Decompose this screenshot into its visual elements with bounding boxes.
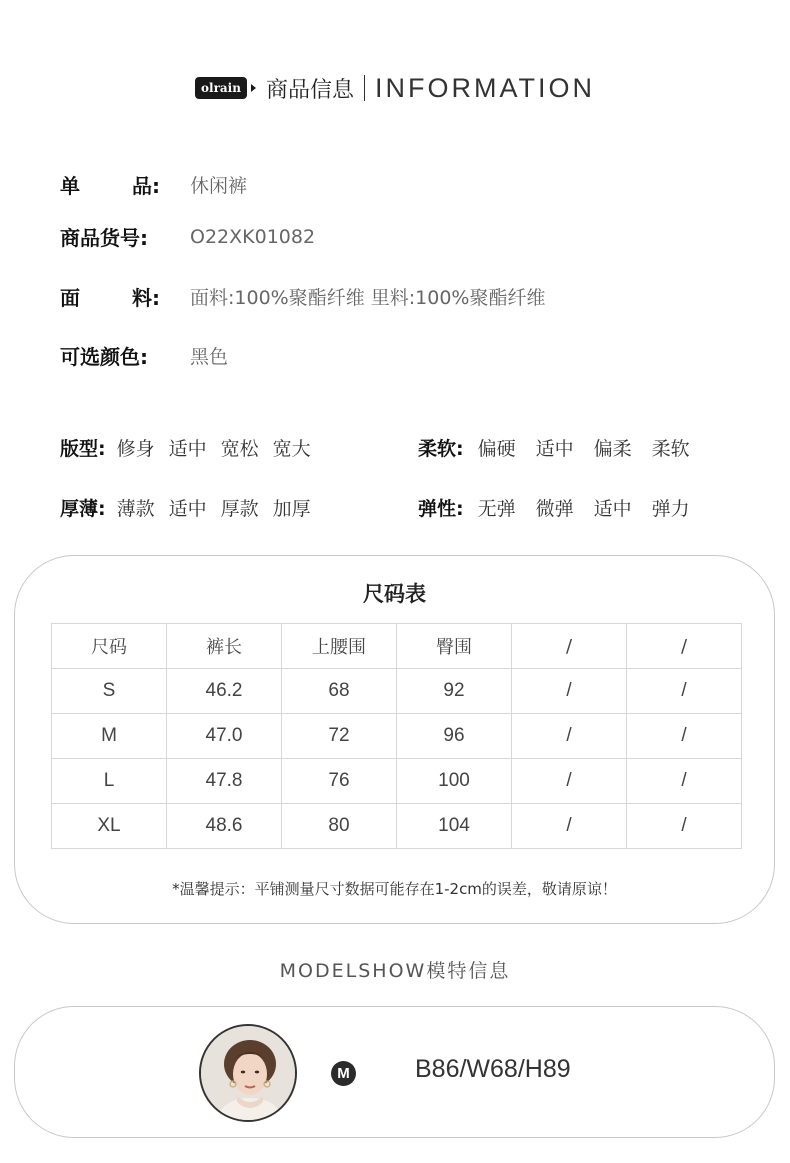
table-cell: 92 bbox=[397, 669, 512, 714]
table-row bbox=[52, 804, 742, 849]
table-row bbox=[52, 759, 742, 804]
info-value-fabric: 面料:100%聚酯纤维 里料:100%聚酯纤维 bbox=[190, 287, 546, 309]
table-cell: 68 bbox=[282, 669, 397, 714]
attr-option: 偏柔 bbox=[593, 438, 632, 460]
info-row-sku bbox=[60, 222, 315, 251]
attr-option: 薄款 bbox=[116, 498, 155, 520]
size-table bbox=[51, 623, 742, 849]
attr-label-elasticity: 弹性: bbox=[418, 498, 464, 520]
attr-option: 微弹 bbox=[535, 498, 574, 520]
attr-option: 柔软 bbox=[651, 438, 690, 460]
table-cell: / bbox=[512, 714, 627, 759]
info-label-sku: 商品货号: bbox=[60, 226, 148, 250]
attr-option: 宽松 bbox=[220, 438, 259, 460]
table-cell: / bbox=[512, 669, 627, 714]
attr-label-thickness: 厚薄: bbox=[60, 498, 106, 520]
attr-softness bbox=[418, 434, 700, 461]
table-header-cell: 臀围 bbox=[397, 624, 512, 669]
table-cell: S bbox=[52, 669, 167, 714]
table-cell: / bbox=[512, 759, 627, 804]
model-portrait-icon bbox=[201, 1026, 297, 1122]
attr-option: 偏硬 bbox=[477, 438, 516, 460]
info-label-color: 可选颜色: bbox=[60, 345, 148, 369]
attr-option: 厚款 bbox=[220, 498, 259, 520]
info-row-item bbox=[60, 170, 247, 199]
table-cell: / bbox=[627, 714, 742, 759]
header-divider bbox=[364, 75, 365, 101]
table-cell: 46.2 bbox=[167, 669, 282, 714]
table-row bbox=[52, 714, 742, 759]
table-cell: / bbox=[627, 669, 742, 714]
info-label-fabric: 面 料 : bbox=[60, 286, 160, 310]
table-cell: / bbox=[512, 804, 627, 849]
size-chart-card bbox=[14, 555, 775, 924]
info-value-item: 休闲裤 bbox=[190, 175, 248, 197]
section-header bbox=[0, 70, 790, 106]
table-cell: 80 bbox=[282, 804, 397, 849]
header-title-cn: 商品信息 bbox=[265, 77, 354, 103]
attr-option: 宽大 bbox=[272, 438, 311, 460]
table-header-cell: / bbox=[512, 624, 627, 669]
attr-option-selected: 适中 bbox=[526, 434, 584, 461]
logo-arrow-icon bbox=[251, 84, 256, 92]
table-cell: XL bbox=[52, 804, 167, 849]
model-heading: MODELSHOW模特信息 bbox=[279, 960, 511, 982]
table-header-cell: 裤长 bbox=[167, 624, 282, 669]
table-header-row bbox=[52, 624, 742, 669]
attr-option: 无弹 bbox=[477, 498, 516, 520]
attr-option-selected: 适中 bbox=[162, 434, 214, 461]
info-row-color bbox=[60, 341, 228, 370]
model-measurements: B86/W68/H89 bbox=[415, 1055, 571, 1083]
attr-thickness bbox=[60, 494, 318, 521]
attr-option: 弹力 bbox=[651, 498, 690, 520]
info-label-item: 单 品 : bbox=[60, 174, 160, 198]
table-cell: / bbox=[627, 759, 742, 804]
table-row bbox=[52, 669, 742, 714]
attr-fit bbox=[60, 434, 318, 461]
table-header-cell: 尺码 bbox=[52, 624, 167, 669]
model-size-badge: M bbox=[331, 1061, 356, 1086]
table-cell: M bbox=[52, 714, 167, 759]
info-row-fabric bbox=[60, 282, 545, 311]
info-value-color: 黑色 bbox=[190, 346, 229, 368]
attr-label-fit: 版型: bbox=[60, 438, 106, 460]
table-cell: L bbox=[52, 759, 167, 804]
table-cell: 96 bbox=[397, 714, 512, 759]
attr-option-selected: 适中 bbox=[584, 494, 642, 521]
size-chart-title: 尺码表 bbox=[363, 582, 426, 606]
attr-option: 修身 bbox=[116, 438, 155, 460]
brand-logo: olrain bbox=[195, 77, 247, 99]
measurement-tip: *温馨提示：平铺测量尺寸数据可能存在1-2cm的误差，敬请原谅！ bbox=[172, 880, 617, 898]
table-header-cell: / bbox=[627, 624, 742, 669]
table-cell: 47.8 bbox=[167, 759, 282, 804]
table-cell: 47.0 bbox=[167, 714, 282, 759]
attr-elasticity bbox=[418, 494, 700, 521]
table-cell: 100 bbox=[397, 759, 512, 804]
attr-option: 加厚 bbox=[272, 498, 311, 520]
info-value-sku: O22XK01082 bbox=[190, 225, 316, 248]
model-avatar bbox=[199, 1024, 297, 1122]
table-cell: 104 bbox=[397, 804, 512, 849]
table-cell: 76 bbox=[282, 759, 397, 804]
attr-label-softness: 柔软: bbox=[418, 438, 464, 460]
attr-option-selected: 适中 bbox=[162, 494, 214, 521]
table-cell: / bbox=[627, 804, 742, 849]
header-title-en: INFORMATION bbox=[374, 72, 595, 103]
table-cell: 48.6 bbox=[167, 804, 282, 849]
table-header-cell: 上腰围 bbox=[282, 624, 397, 669]
table-cell: 72 bbox=[282, 714, 397, 759]
model-card bbox=[14, 1006, 775, 1138]
